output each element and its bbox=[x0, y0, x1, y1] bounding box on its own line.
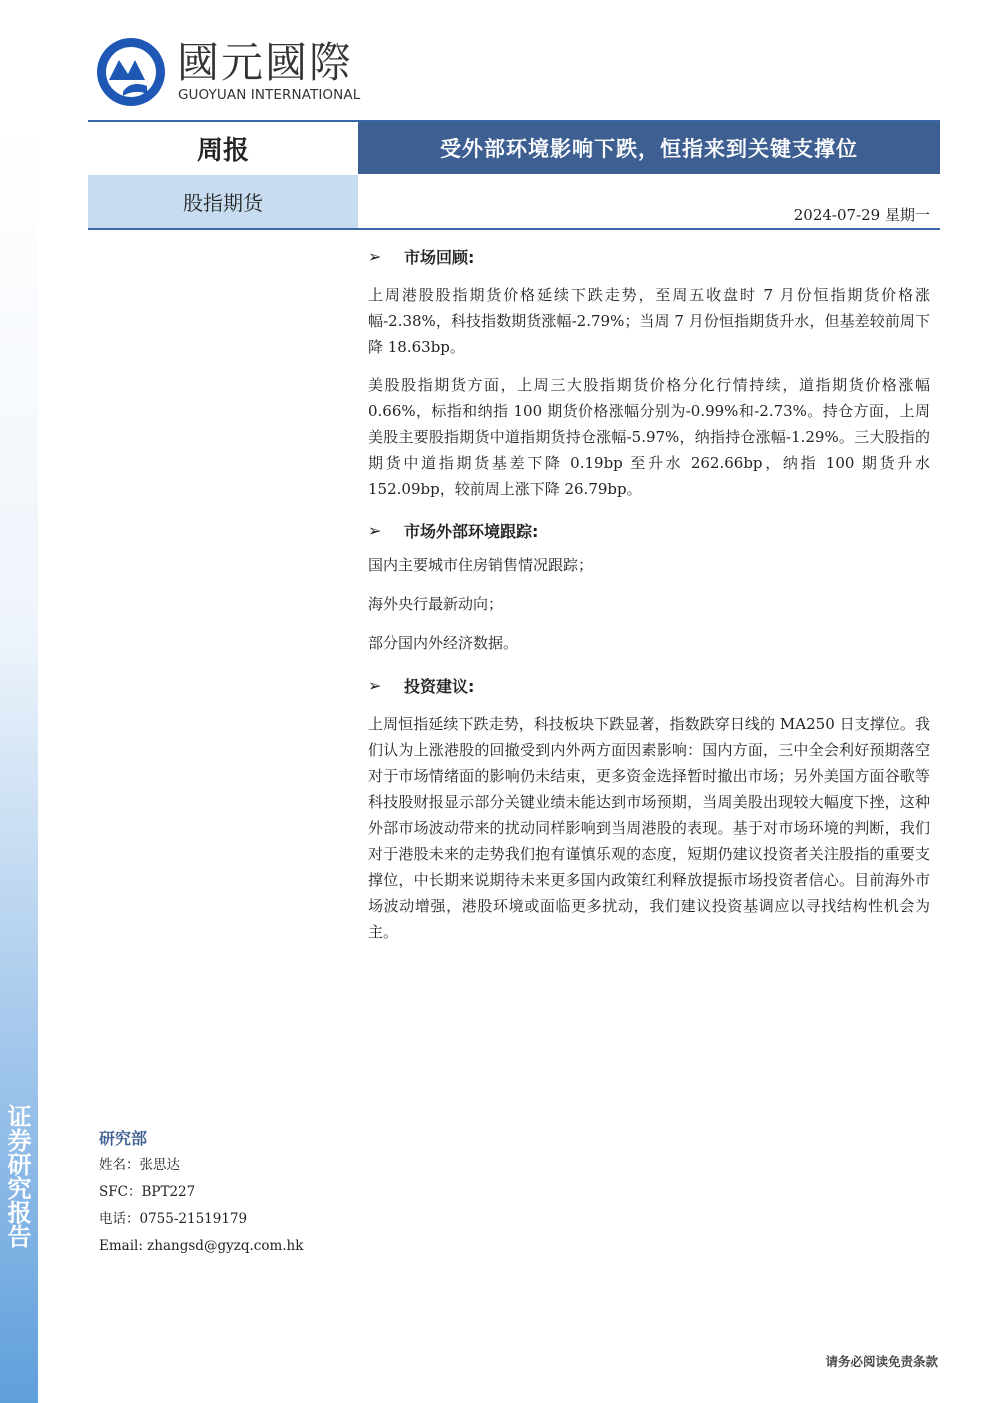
section-title: 投资建议: bbox=[404, 676, 475, 696]
author-sfc: SFC：BPT227 bbox=[99, 1184, 196, 1200]
author-block bbox=[99, 1126, 303, 1260]
disclaimer-link[interactable]: 请务必阅读免责条款 bbox=[825, 1354, 938, 1369]
guoyuan-logo-icon bbox=[95, 36, 167, 108]
report-date: 2024-07-29 星期一 bbox=[793, 206, 930, 224]
date-rule bbox=[358, 228, 940, 230]
brand-name-en: GUOYUAN INTERNATIONAL bbox=[178, 87, 361, 103]
author-dept: 研究部 bbox=[99, 1129, 148, 1148]
report-title: 受外部环境影响下跌，恒指来到关键支撑位 bbox=[358, 122, 940, 174]
author-phone: 电话：0755-21519179 bbox=[99, 1211, 248, 1227]
section-heading bbox=[368, 669, 930, 701]
arrow-bullet-icon: ➢ bbox=[368, 246, 382, 266]
brand-name-cn: 國元國際 bbox=[177, 38, 354, 87]
arrow-bullet-icon: ➢ bbox=[368, 520, 382, 540]
paragraph: 上周恒指延续下跌走势，科技板块下跌显著，指数跌穿日线的 MA250 日支撑位。我们认为上涨港股的回撤受到内外两方面因素影响：国内方面，三中全会利好预期落空对于市场情绪面的影响仍未结束，更多资金选择暂时撤出市场；另外美国方面谷歌等科技股财报显示部分关键业绩未能达到市场预期，当周美股出现较大幅度下挫，这种外部市场波动带来的扰动同样影响到当周港股的表现。基于对市场环境的判断，我们对于港股未来的走势我们抱有谨慎乐观的态度，短期仍建议投资者关注股指的重要支撑位，中长期来说期待未来更多国内政策红利释放提振市场投资者信心。目前海外市场波动增强，港股环境或面临更多扰动，我们建议投资基调应以寻找结构性机会为主。 bbox=[368, 715, 930, 941]
author-name: 姓名：张思达 bbox=[99, 1157, 180, 1173]
report-type: 周报 bbox=[88, 122, 358, 174]
list-item: 海外央行最新动向； bbox=[368, 595, 504, 613]
category-rule bbox=[88, 228, 358, 230]
side-label: 证券研究报告 bbox=[3, 1104, 31, 1248]
report-category: 股指期货 bbox=[88, 175, 358, 228]
section-heading bbox=[368, 514, 930, 546]
section-title: 市场外部环境跟踪: bbox=[404, 521, 539, 541]
main-content bbox=[368, 240, 930, 957]
paragraph: 美股股指期货方面，上周三大股指期货价格分化行情持续，道指期货价格涨幅 0.66%，标指和纳指 100 期货价格涨幅分别为-0.99%和-2.73%。持仓方面，上周美股主要股指期货中道指期货持仓涨幅-5.97%，纳指持仓涨幅-1.29%。三大股指的期货中道指期货基差下降 0.19bp 至升水 262.66bp，纳指 100 期货升水 152.09bp，较前周上涨下降 26.79bp。 bbox=[368, 376, 930, 498]
paragraph: 上周港股股指期货价格延续下跌走势，至周五收盘时 7 月份恒指期货价格涨幅-2.38%，科技指数期货涨幅-2.79%；当周 7 月份恒指期货升水，但基差较前周下降 18.63bp。 bbox=[368, 286, 930, 356]
arrow-bullet-icon: ➢ bbox=[368, 675, 382, 695]
list-item: 国内主要城市住房销售情况跟踪； bbox=[368, 556, 594, 574]
section-title: 市场回顾: bbox=[404, 247, 475, 267]
list-item: 部分国内外经济数据。 bbox=[368, 634, 519, 652]
author-email[interactable]: Email: zhangsd@gyzq.com.hk bbox=[99, 1238, 304, 1254]
section-heading bbox=[368, 240, 930, 272]
